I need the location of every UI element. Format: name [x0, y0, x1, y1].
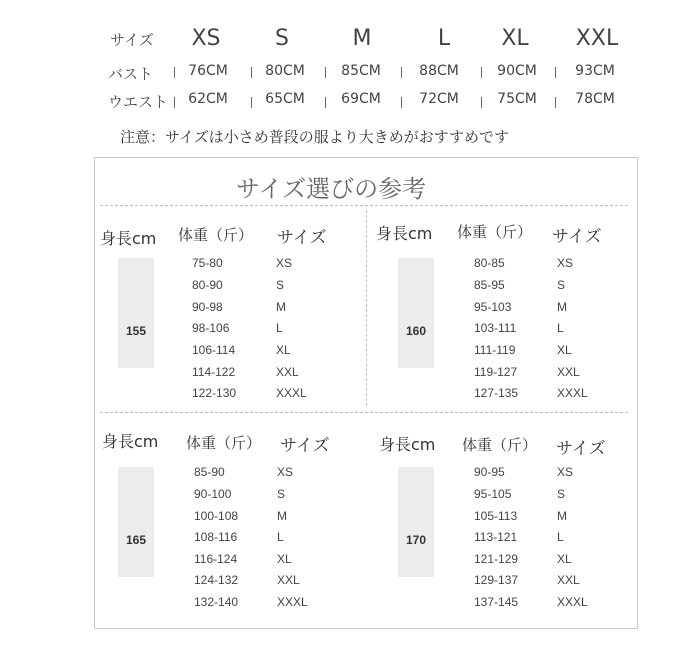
size-xl: XL — [501, 26, 529, 51]
height-bar — [398, 258, 434, 368]
size-value: XS — [557, 465, 574, 479]
height-value: 170 — [406, 533, 427, 547]
weight-range: 80-85 — [474, 256, 505, 270]
size-value: XXL — [557, 573, 580, 587]
size-value: XL — [557, 552, 572, 566]
bust-value: 76CM — [188, 63, 228, 79]
size-value: M — [276, 300, 286, 314]
weight-range: 100-108 — [194, 509, 239, 523]
waist-value: 62CM — [188, 91, 228, 107]
size-value: XXXL — [557, 595, 588, 609]
weight-range: 132-140 — [194, 595, 239, 609]
size-l: L — [437, 26, 451, 51]
weight-range: 95-105 — [474, 487, 512, 501]
weight-range: 113-121 — [474, 530, 518, 544]
weight-range: 121-129 — [474, 552, 519, 566]
weight-range: 108-116 — [194, 530, 238, 544]
size-column-header: サイズ — [552, 227, 602, 247]
waist-value: 75CM — [497, 91, 537, 107]
height-bar — [398, 467, 434, 577]
size-value: S — [557, 278, 566, 292]
size-value: M — [557, 300, 567, 314]
height-column-header: 身長cm — [379, 435, 436, 454]
weight-range: 85-95 — [474, 278, 505, 292]
size-value: XS — [276, 256, 293, 270]
weight-range: 114-122 — [192, 365, 236, 379]
size-column-header: サイズ — [280, 436, 330, 456]
size-value: XL — [276, 343, 291, 357]
size-value: XL — [277, 552, 292, 566]
size-value: S — [557, 487, 566, 501]
weight-range: 124-132 — [194, 573, 239, 587]
weight-range: 122-130 — [192, 386, 237, 400]
weight-range: 85-90 — [194, 465, 225, 479]
weight-range: 90-100 — [194, 487, 232, 501]
size-value: L — [557, 321, 564, 335]
size-header-label: サイズ — [110, 31, 154, 49]
size-value: XXL — [276, 365, 299, 379]
weight-range: 111-119 — [474, 343, 516, 357]
weight-range: 129-137 — [474, 573, 519, 587]
bust-value: 88CM — [419, 63, 459, 79]
size-column-header: サイズ — [277, 228, 327, 248]
weight-column-header: 体重（斤） — [462, 436, 538, 454]
size-s: S — [275, 26, 289, 51]
height-value: 160 — [406, 324, 427, 338]
size-value: XXL — [277, 573, 300, 587]
size-column-header: サイズ — [556, 439, 606, 459]
reference-title: サイズ選びの参考 — [236, 175, 427, 203]
size-value: XXXL — [557, 386, 588, 400]
bust-value: 85CM — [341, 63, 381, 79]
waist-label: ウエスト — [108, 93, 169, 111]
column-divider — [366, 210, 367, 406]
weight-range: 116-124 — [194, 552, 238, 566]
height-column-header: 身長cm — [102, 432, 159, 451]
size-value: L — [557, 530, 564, 544]
height-bar — [118, 258, 154, 368]
height-value: 155 — [126, 324, 147, 338]
size-value: L — [276, 321, 283, 335]
size-value: S — [277, 487, 286, 501]
waist-value: 72CM — [419, 91, 459, 107]
height-value: 165 — [126, 533, 147, 547]
size-value: XXXL — [277, 595, 308, 609]
bust-label: バスト — [108, 65, 154, 83]
height-column-header: 身長cm — [100, 229, 157, 248]
weight-range: 90-98 — [192, 300, 223, 314]
waist-value: 69CM — [341, 91, 381, 107]
bust-value: 93CM — [575, 63, 615, 79]
size-xs: XS — [191, 26, 221, 51]
weight-range: 127-135 — [474, 386, 519, 400]
bust-value: 80CM — [265, 63, 305, 79]
size-value: XXL — [557, 365, 580, 379]
size-value: XXXL — [276, 386, 307, 400]
size-xxl: XXL — [575, 26, 619, 51]
weight-range: 90-95 — [474, 465, 505, 479]
size-value: XS — [557, 256, 574, 270]
weight-range: 119-127 — [474, 365, 518, 379]
size-value: L — [277, 530, 284, 544]
row-divider — [100, 412, 628, 413]
size-value: XS — [277, 465, 294, 479]
size-note: 注意：サイズは小さめ普段の服より大きめがおすすめです — [120, 128, 509, 146]
waist-value: 78CM — [575, 91, 615, 107]
size-value: S — [276, 278, 285, 292]
weight-range: 75-80 — [192, 256, 223, 270]
weight-range: 103-111 — [474, 321, 517, 335]
size-m: M — [352, 26, 372, 51]
height-column-header: 身長cm — [376, 224, 433, 243]
weight-range: 80-90 — [192, 278, 223, 292]
weight-column-header: 体重（斤） — [186, 434, 262, 452]
title-divider — [100, 205, 628, 206]
waist-value: 65CM — [265, 91, 305, 107]
weight-column-header: 体重（斤） — [178, 226, 254, 244]
weight-range: 105-113 — [474, 509, 518, 523]
bust-value: 90CM — [497, 63, 537, 79]
weight-range: 98-106 — [192, 321, 230, 335]
size-value: M — [557, 509, 567, 523]
weight-range: 137-145 — [474, 595, 519, 609]
size-value: M — [277, 509, 287, 523]
weight-column-header: 体重（斤） — [457, 223, 533, 241]
weight-range: 95-103 — [474, 300, 512, 314]
height-bar — [118, 467, 154, 577]
size-value: XL — [557, 343, 572, 357]
weight-range: 106-114 — [192, 343, 236, 357]
